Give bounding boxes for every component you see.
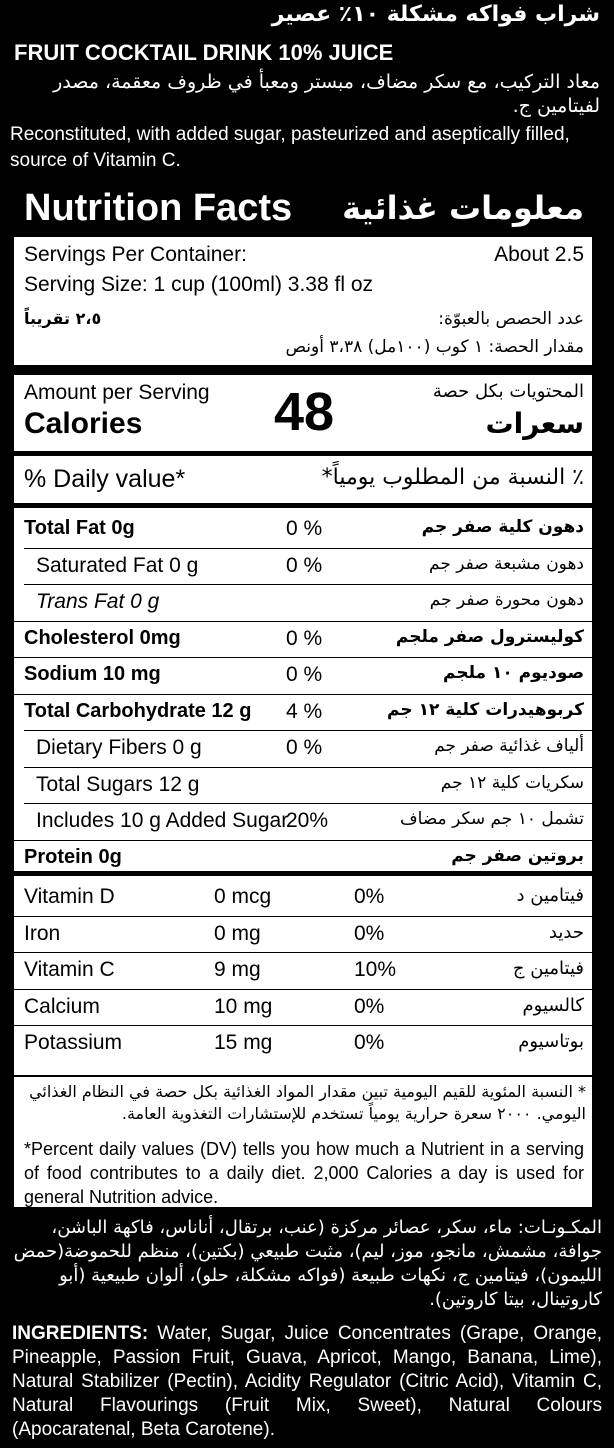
nutrient-name: Protein 0g: [24, 845, 122, 868]
vitamin-name-arabic: فيتامين د: [516, 885, 584, 906]
calories-value: 48: [274, 382, 335, 442]
vitamin-name: Vitamin D: [24, 885, 115, 908]
row-separator: [24, 584, 592, 585]
nutrition-facts-panel: [10, 181, 596, 1211]
calories-label: Calories: [24, 407, 143, 440]
nutrient-row: [14, 730, 592, 767]
nutrient-name: Includes 10 g Added Sugar: [36, 809, 289, 832]
amount-per-serving: Amount per Serving: [24, 381, 210, 404]
row-separator: [14, 694, 592, 695]
composition-arabic: معاد التركيب، مع سكر مضاف، مبستر ومعبأ في ظروف معقمة، مصدر لفيتامين ج.: [53, 71, 600, 117]
thick-divider: [14, 365, 592, 375]
vitamin-amount: 0 mcg: [214, 885, 272, 908]
nutrient-row: [14, 584, 592, 621]
nutrient-name: Sodium 10 mg: [24, 663, 161, 685]
vitamin-name: Calcium: [24, 994, 100, 1018]
vitamin-daily-value: 0%: [354, 1031, 385, 1055]
vitamin-daily-value: 0%: [354, 885, 385, 908]
nutrient-daily-value: 0 %: [286, 663, 323, 686]
row-separator: [24, 548, 592, 549]
row-separator: [14, 1025, 592, 1026]
vitamin-name-arabic: حديد: [548, 921, 584, 943]
nutrient-daily-value: 0 %: [286, 553, 323, 577]
medium-divider: [14, 503, 592, 508]
product-title-english: FRUIT COCKTAIL DRINK 10% JUICE: [14, 40, 394, 65]
nutrient-name: Cholesterol 0mg: [24, 626, 181, 649]
vitamin-name-arabic: بوتاسيوم: [518, 1031, 584, 1053]
row-separator: [14, 840, 592, 841]
nutrient-daily-value: 0 %: [286, 736, 323, 759]
servings-label-arabic: عدد الحصص بالعبوّة:: [438, 309, 584, 329]
vitamin-daily-value: 0%: [354, 921, 385, 945]
vitamin-amount: 9 mg: [214, 958, 261, 982]
nutrient-name-arabic: دهون محورة صفر جم: [429, 590, 584, 610]
thin-divider: [14, 1075, 592, 1077]
nutrient-name-arabic: دهون مشبعة صفر جم: [429, 553, 584, 574]
nutrient-name-arabic: ألياف غذائية صفر جم: [434, 736, 584, 756]
medium-divider: [14, 451, 592, 456]
nutrient-row: [14, 548, 592, 585]
composition-english: Reconstituted, with added sugar, pasteurized and aseptically filled, source of Vitamin C.: [10, 124, 570, 171]
serving-size-arabic: مقدار الحصة: ١ كوب (١٠٠مل) ٣،٣٨ أونص: [285, 337, 584, 357]
footnote-english: *Percent daily values (DV) tells you how much a Nutrient in a serving of food contributes to a daily diet. 2,000 Calories a day is used for general Nutrition advice.: [24, 1139, 584, 1207]
nutrient-row: [14, 803, 592, 840]
nutrient-name-arabic: بروتين صفر جم: [451, 845, 584, 866]
ingredients-label: INGREDIENTS:: [12, 1323, 149, 1344]
ingredients-list: Water, Sugar, Juice Concentrates (Grape, Orange, Pineapple, Passion Fruit, Guava, Apricot, Mango, Banana, Lime), Natural Stabilizer (Pectin), Acidity Regulator (Citric Acid), Vitamin C, Natural Flavourings (Fruit Mix, Sweet), Natural Colours (Apocaratenal, Beta Carotene).: [12, 1323, 602, 1440]
vitamin-name-arabic: كالسيوم: [522, 994, 584, 1016]
nutrient-row: [14, 657, 592, 694]
nutrient-name: Dietary Fibers 0 g: [36, 736, 202, 759]
nutrient-name-arabic: كربوهيدرات كلية ١٢ جم: [387, 699, 584, 720]
nutrient-row: [14, 694, 592, 731]
calories-label-arabic: سعرات: [485, 407, 584, 440]
nutrient-name: Trans Fat 0 g: [36, 590, 160, 613]
nutrition-facts-title: Nutrition Facts: [24, 187, 293, 229]
vitamin-name: Potassium: [24, 1031, 123, 1055]
nutrient-name-arabic: سكريات كلية ١٢ جم: [440, 772, 584, 793]
row-separator: [24, 767, 592, 768]
row-separator: [14, 657, 592, 658]
footnote-arabic: * النسبة المئوية للقيم اليومية تبين مقدار المواد الغذائية بكل حصة في النظام الغذائي اليومي. ٢٠٠٠ سعرة حرارية يومياً تستخدم للإستشارات التغذوية العامة.: [29, 1082, 586, 1123]
vitamin-amount: 15 mg: [214, 1031, 273, 1055]
vitamin-amount: 10 mg: [214, 994, 273, 1018]
servings-value-arabic: ٢،٥ تقريباً: [24, 309, 102, 328]
vitamin-daily-value: 0%: [354, 994, 385, 1018]
ingredients-english: [12, 1322, 602, 1442]
ingredients-arabic: المكـونـات: ماء، سكر، عصائر مركزة (عنب، برتقال، أناناس، فاكهة الباشن، جوافة، مشمش، مانجو، موز، ليم)، مثبت طبيعي (بكتين)، منظم للحموضة(حمض الليمون)، فيتامين ج، نكهات طبيعة (فواكه مشكلة، حلو)، ألوان طبيعية (أبو كاروتينال، بيتا كاروتين).: [13, 1217, 602, 1310]
product-title-arabic: شراب فواكه مشكلة ١٠٪ عصير: [271, 2, 600, 27]
row-separator: [24, 730, 592, 731]
nutrient-row: [14, 621, 592, 658]
nutrient-name: Total Sugars 12 g: [36, 772, 200, 796]
nutrient-daily-value: 0 %: [286, 626, 323, 650]
nutrient-daily-value: 4 %: [286, 699, 323, 723]
nutrient-name-arabic: دهون كلية صفر جم: [421, 517, 584, 537]
daily-value-label-arabic: ٪ النسبة من المطلوب يومياً*: [321, 465, 584, 490]
vitamin-name: Iron: [24, 921, 61, 945]
nutrient-daily-value: 0 %: [286, 517, 323, 540]
row-separator: [24, 803, 592, 804]
row-separator: [14, 916, 592, 917]
nutrient-name: Saturated Fat 0 g: [36, 553, 199, 577]
nutrient-row: [14, 767, 592, 804]
daily-value-label: % Daily value*: [24, 465, 186, 493]
vitamin-row: [14, 916, 592, 953]
vitamin-row: [14, 1025, 592, 1062]
amount-per-serving-arabic: المحتويات بكل حصة: [432, 381, 584, 402]
nutrition-facts-title-arabic: معلومات غذائية: [342, 189, 584, 227]
nutrient-name-arabic: تشمل ١٠ جم سكر مضاف: [400, 809, 584, 829]
nutrition-facts-header: [14, 185, 592, 237]
nutrient-name-arabic: صوديوم ١٠ ملجم: [443, 663, 584, 683]
row-separator: [14, 989, 592, 990]
nutrient-name: Total Carbohydrate 12 g: [24, 699, 252, 722]
serving-size: Serving Size: 1 cup (100ml) 3.38 fl oz: [24, 273, 374, 296]
vitamin-row: [14, 879, 592, 916]
vitamin-name-arabic: فيتامين ج: [512, 958, 584, 980]
nutrient-row: [14, 511, 592, 548]
nutrient-name-arabic: كوليسترول صفر ملجم: [395, 626, 584, 647]
row-separator: [14, 952, 592, 953]
row-separator: [14, 621, 592, 622]
nutrient-name: Total Fat 0g: [24, 517, 135, 539]
servings-label: Servings Per Container:: [24, 243, 247, 266]
vitamin-row: [14, 952, 592, 989]
medium-divider: [14, 871, 592, 876]
vitamin-name: Vitamin C: [24, 958, 115, 982]
vitamin-daily-value: 10%: [354, 958, 397, 982]
vitamin-row: [14, 989, 592, 1026]
nutrient-daily-value: 20%: [286, 809, 329, 832]
servings-value: About 2.5: [494, 243, 584, 266]
vitamin-amount: 0 mg: [214, 921, 261, 945]
